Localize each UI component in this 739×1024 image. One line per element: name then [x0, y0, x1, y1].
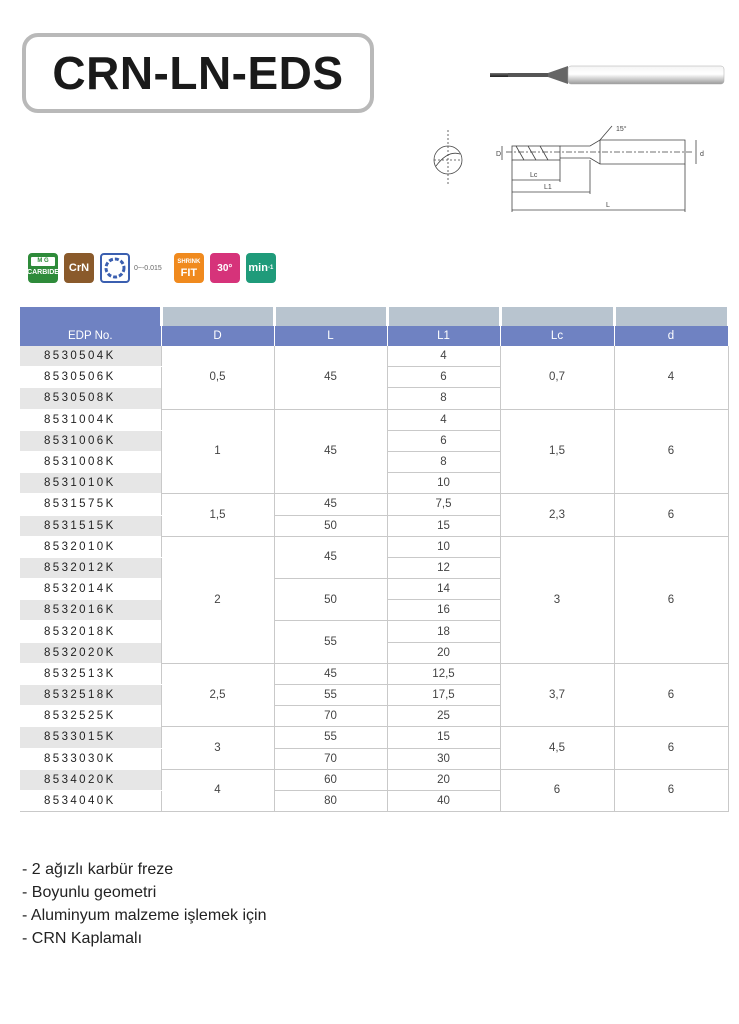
L1-cell: 30 [387, 748, 500, 769]
shrink-fit-icon [174, 253, 204, 283]
edp-cell: 8532020K [20, 642, 161, 663]
edp-cell: 8530508K [20, 388, 161, 409]
L1-cell: 25 [387, 706, 500, 727]
D-cell: 1,5 [161, 494, 274, 536]
d-cell: 6 [614, 663, 728, 727]
edp-cell: 8531010K [20, 473, 161, 494]
L-cell: 80 [274, 790, 387, 811]
edp-cell: 8534020K [20, 769, 161, 790]
L1-cell: 8 [387, 388, 500, 409]
Lc-cell: 4,5 [500, 727, 614, 769]
helix-angle-icon [210, 253, 240, 283]
L1-cell: 15 [387, 515, 500, 536]
table-row [20, 727, 728, 748]
L-cell: 55 [274, 621, 387, 663]
L1-cell: 8 [387, 451, 500, 472]
D-cell: 2,5 [161, 663, 274, 727]
table-row [20, 536, 728, 557]
edp-cell: 8532010K [20, 536, 161, 557]
L1-cell: 10 [387, 536, 500, 557]
note-item: - 2 ağızlı karbür freze [22, 861, 174, 878]
D-cell: 1 [161, 409, 274, 494]
edp-cell: 8532016K [20, 600, 161, 621]
L-cell: 70 [274, 748, 387, 769]
note-item: - CRN Kaplamalı [22, 930, 143, 947]
L1-cell: 14 [387, 579, 500, 600]
L1-cell: 17,5 [387, 685, 500, 706]
notes-list [22, 858, 267, 950]
table-header-row [20, 326, 728, 346]
dim-D-label: D [496, 151, 502, 158]
shrink-fit-top: SHRINK [177, 259, 201, 265]
table-row [20, 409, 728, 430]
edp-cell: 8533030K [20, 748, 161, 769]
D-cell: 0,5 [161, 346, 274, 409]
L1-cell: 20 [387, 769, 500, 790]
L1-cell: 10 [387, 473, 500, 494]
tolerance-icon [100, 253, 130, 283]
L1-cell: 6 [387, 430, 500, 451]
edp-cell: 8534040K [20, 790, 161, 811]
note-item: - Boyunlu geometri [22, 884, 157, 901]
angle-label: 15° [616, 126, 627, 133]
L1-cell: 40 [387, 790, 500, 811]
header-L: L [274, 326, 387, 346]
d-cell: 6 [614, 494, 728, 536]
d-cell: 6 [614, 769, 728, 811]
header-Lc: Lc [500, 326, 614, 346]
dimension-diagram [420, 120, 720, 220]
edp-cell: 8531004K [20, 409, 161, 430]
table-row [20, 663, 728, 684]
dim-d-label: d [700, 151, 704, 158]
feature-icons [28, 252, 276, 284]
L1-cell: 12,5 [387, 663, 500, 684]
end-mill-photo [488, 58, 728, 92]
table-row [20, 494, 728, 515]
rpm-sup: -1 [267, 265, 274, 271]
L-cell: 45 [274, 536, 387, 578]
L-cell: 45 [274, 663, 387, 684]
d-cell: 6 [614, 727, 728, 769]
L1-cell: 12 [387, 557, 500, 578]
tolerance-text: 0~-0.015 [134, 264, 162, 272]
edp-cell: 8532012K [20, 557, 161, 578]
d-cell: 6 [614, 536, 728, 663]
rpm-label: min [248, 262, 268, 274]
L-cell: 45 [274, 346, 387, 409]
title-box [22, 33, 374, 113]
D-cell: 3 [161, 727, 274, 769]
table-row [20, 769, 728, 790]
L-cell: 45 [274, 409, 387, 494]
L-cell: 55 [274, 727, 387, 748]
edp-cell: 8532018K [20, 621, 161, 642]
edp-cell: 8533015K [20, 727, 161, 748]
D-cell: 2 [161, 536, 274, 663]
L1-cell: 15 [387, 727, 500, 748]
L1-cell: 20 [387, 642, 500, 663]
edp-cell: 8532518K [20, 685, 161, 706]
carbide-icon [28, 253, 58, 283]
Lc-cell: 3,7 [500, 663, 614, 727]
L1-cell: 6 [387, 367, 500, 388]
edp-cell: 8532014K [20, 579, 161, 600]
crn-coating-label: CrN [68, 262, 90, 274]
crn-coating-icon [64, 253, 94, 283]
L-cell: 50 [274, 579, 387, 621]
header-D: D [161, 326, 274, 346]
header-L1: L1 [387, 326, 500, 346]
Lc-cell: 2,3 [500, 494, 614, 536]
page-title: CRN-LN-EDS [52, 47, 344, 99]
L-cell: 45 [274, 494, 387, 515]
L-cell: 70 [274, 706, 387, 727]
helix-angle-label: 30° [217, 262, 233, 274]
Lc-cell: 6 [500, 769, 614, 811]
edp-cell: 8530506K [20, 367, 161, 388]
L1-cell: 7,5 [387, 494, 500, 515]
edp-cell: 8531515K [20, 515, 161, 536]
D-cell: 4 [161, 769, 274, 811]
dim-L1-label: L1 [544, 184, 552, 191]
table-row [20, 346, 728, 367]
L-cell: 50 [274, 515, 387, 536]
d-cell: 4 [614, 346, 728, 409]
L1-cell: 4 [387, 346, 500, 367]
header-d: d [614, 326, 728, 346]
edp-cell: 8532513K [20, 663, 161, 684]
dim-L-label: L [606, 202, 610, 209]
carbide-icon-label: CARBIDE [27, 268, 59, 276]
edp-cell: 8531575K [20, 494, 161, 515]
dim-Lc-label: Lc [530, 172, 538, 179]
L1-cell: 16 [387, 600, 500, 621]
edp-cell: 8531006K [20, 430, 161, 451]
spec-table [20, 307, 730, 812]
L1-cell: 4 [387, 409, 500, 430]
L-cell: 60 [274, 769, 387, 790]
edp-cell: 8532525K [20, 706, 161, 727]
note-item: - Aluminyum malzeme işlemek için [22, 907, 267, 924]
carbide-icon-top: M G [31, 257, 55, 266]
Lc-cell: 1,5 [500, 409, 614, 494]
header-edp: EDP No. [20, 326, 161, 346]
d-cell: 6 [614, 409, 728, 494]
edp-cell: 8531008K [20, 451, 161, 472]
shrink-fit-bottom: FIT [180, 267, 198, 279]
Lc-cell: 0,7 [500, 346, 614, 409]
edp-cell: 8530504K [20, 346, 161, 367]
rpm-icon [246, 253, 276, 283]
Lc-cell: 3 [500, 536, 614, 663]
L1-cell: 18 [387, 621, 500, 642]
table-top-band [20, 307, 728, 326]
L-cell: 55 [274, 685, 387, 706]
